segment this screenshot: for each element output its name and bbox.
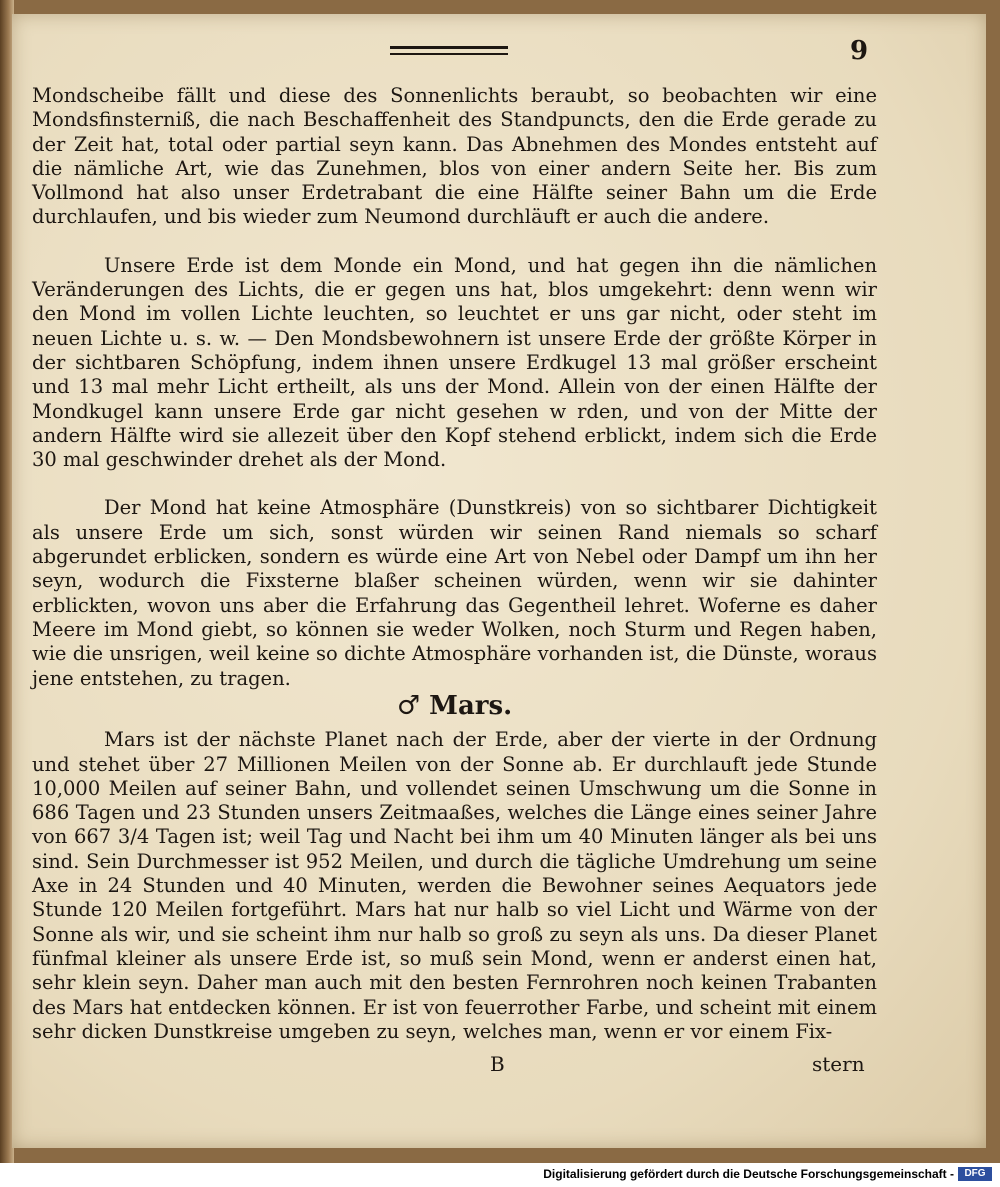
body-text-mars [32, 684, 877, 1044]
dfg-logo: DFG [958, 1167, 992, 1181]
section-heading-mars: ♂ Mars. [396, 691, 513, 721]
funding-credit: Digitalisierung gefördert durch die Deutsche Forschungsgemeinschaft - [543, 1167, 954, 1181]
footer-bar [0, 1163, 1000, 1187]
body-text-top [32, 84, 877, 691]
paragraph-mars: Mars ist der nächste Planet nach der Erde, aber der vierte in der Ordnung und stehet über 27 Millionen Meilen von der Sonne ab. Er durchlauft jede Stunde 10,000 Meilen auf seiner Bahn, und vollendet seinen Umschwung um die Sonne in 686 Tagen und 23 Stunden unsers Zeitmaaßes, welches die Länge eines seiner Jahre von 667 3/4 Tagen ist; weil Tag und Nacht bei ihm um 40 Minuten länger als bei uns sind. Sein Durchmesser ist 952 Meilen, und durch die tägliche Umdrehung um seine Axe in 24 Stunden und 40 Minuten, werden die Bewohner seines Aequators jede Stunde 120 Meilen fortgeführt. Mars hat nur halb so viel Licht und Wärme von der Sonne als wir, und sie scheint ihm nur halb so groß zu seyn als uns. Da dieser Planet fünfmal kleiner als unsere Erde ist, so muß sein Mond, wenn er anderst einen hat, sehr klein seyn. Daher man auch mit den besten Fernrohren noch keinen Trabanten des Mars hat entdecken können. Er ist von feuerrother Farbe, und scheint mit einem sehr dicken Dunstkreise umgeben zu seyn, welches man, wenn er vor einem Fix- [32, 728, 877, 1043]
signature-mark: B [490, 1052, 505, 1076]
paragraph-moon-eclipse: Mondscheibe fällt und diese des Sonnenlichts beraubt, so beobachten wir eine Mondsfinsterniß, die nach Beschaffenheit des Standpuncts, den die Erde gerade zu der Zeit hat, total oder partial seyn kann. Das Abnehmen des Mondes entsteht auf die nämliche Art, wie das Zunehmen, blos von einer andern Seite her. Bis zum Vollmond hat also unser Erdetrabant die eine Hälfte seiner Bahn um die Erde durchlaufen, und bis wieder zum Neumond durchläuft er auch die andere. [32, 84, 877, 229]
paragraph-earth-moon: Unsere Erde ist dem Monde ein Mond, und hat gegen ihn die nämlichen Veränderungen des Lichts, die er gegen uns hat, blos umgekehrt: denn wenn wir den Mond im vollen Lichte leuchten, so leuchtet er uns gar nicht, oder steht im neuen Lichte u. s. w. — Den Mondsbewohnern ist unsere Erde der größte Körper in der sichtbaren Schöpfung, indem ihnen unsere Erdkugel 13 mal größer erscheint und 13 mal mehr Licht ertheilt, als uns der Mond. Allein von der einen Hälfte der Mondkugel kann unsere Erde gar nicht gesehen w rden, und von der Mitte der andern Hälfte wird sie allezeit über den Kopf stehend erblickt, indem sich die Erde 30 mal geschwinder drehet als der Mond. [32, 253, 877, 472]
header-rule [390, 46, 508, 55]
page-number: 9 [850, 36, 869, 66]
catchword: stern [812, 1052, 865, 1076]
book-page [12, 14, 986, 1148]
paragraph-atmosphere: Der Mond hat keine Atmosphäre (Dunstkreis) von so sichtbarer Dichtigkeit als unsere Erde um sich, sonst würden wir seinen Rand niemals so scharf abgerundet erblicken, sondern es würde eine Art von Nebel oder Dampf um ihn her seyn, wodurch die Fixsterne blaßer scheinen würden, wenn wir sie dahinter erblickten, wovon uns aber die Erfahrung das Gegentheil lehret. Woferne es daher Meere im Mond giebt, so können sie weder Wolken, noch Sturm und Regen haben, wie die unsrigen, weil keine so dichte Atmosphäre vorhanden ist, die Dünste, woraus jene entstehen, zu tragen. [32, 496, 877, 690]
